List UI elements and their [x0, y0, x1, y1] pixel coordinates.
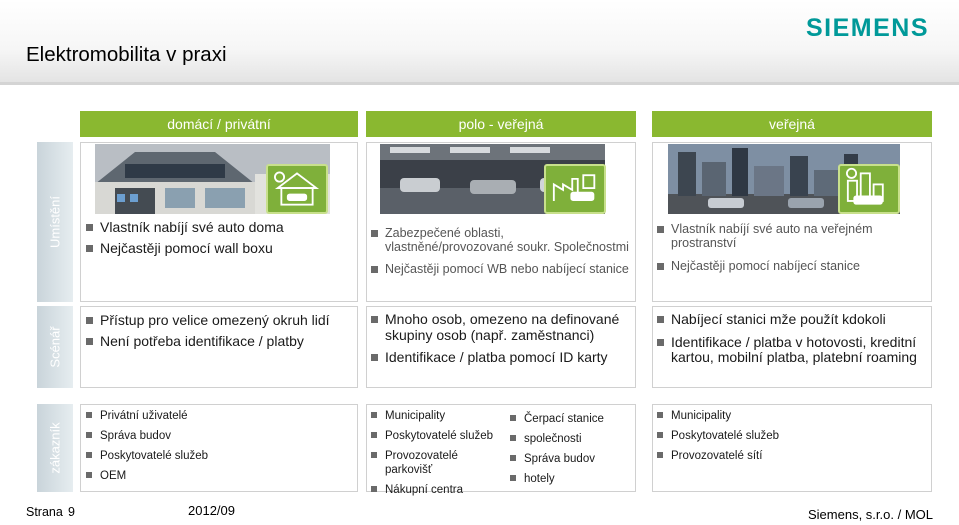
- list-zakaznik-verejna: [657, 409, 929, 463]
- list-item: Nejčastěji pomocí wall boxu: [86, 241, 356, 257]
- list-item: Poskytovatelé služeb: [657, 429, 929, 443]
- list-zakaznik-polo-a: [371, 409, 506, 497]
- footer-page-label: Strana: [26, 505, 63, 519]
- list-item: Municipality: [371, 409, 506, 423]
- list-item: Správa budov: [510, 452, 632, 466]
- house-car-charging-icon: [266, 164, 328, 214]
- list-umisteni-polo: [371, 226, 633, 276]
- list-item: hotely: [510, 472, 632, 486]
- list-item: OEM: [86, 469, 356, 483]
- list-item: Vlastník nabíjí své auto doma: [86, 220, 356, 236]
- list-item: Nabíjecí stanici mže použít kdokoli: [657, 312, 929, 328]
- city-car-charging-icon: [838, 164, 900, 214]
- list-umisteni-domaci: [86, 220, 356, 256]
- list-zakaznik-polo-b: [510, 412, 632, 486]
- list-item: Mnoho osob, omezeno na definované skupiny osob (např. zaměstnanci): [371, 312, 633, 343]
- siemens-logo: SIEMENS: [806, 14, 930, 42]
- list-item: Nejčastěji pomocí nabíjecí stanice: [657, 259, 927, 273]
- footer-date: 2012/09: [188, 503, 235, 518]
- footer-company: Siemens, s.r.o. / MOL: [808, 507, 933, 522]
- list-item: Identifikace / platba v hotovosti, kreditní kartou, mobilní platba, platební roaming: [657, 335, 929, 366]
- list-item: Poskytovatelé služeb: [86, 449, 356, 463]
- list-item: Provozovatelé parkovišť: [371, 449, 506, 477]
- list-item: Municipality: [657, 409, 929, 423]
- list-item: Identifikace / platba pomocí ID karty: [371, 350, 633, 366]
- header-divider: [0, 82, 959, 85]
- list-scenar-verejna: [657, 312, 929, 366]
- column-header-verejna: veřejná: [652, 111, 932, 137]
- factory-car-charging-icon: [544, 164, 606, 214]
- list-item: Vlastník nabíjí své auto na veřejném prostranství: [657, 222, 927, 250]
- list-scenar-polo: [371, 312, 633, 366]
- list-umisteni-verejna: [657, 222, 927, 273]
- list-item: společnosti: [510, 432, 632, 446]
- list-item: Nejčastěji pomocí WB nebo nabíjecí stanice: [371, 262, 633, 276]
- row-label-scenar: Scénář: [37, 306, 73, 388]
- list-item: Správa budov: [86, 429, 356, 443]
- list-item: Nákupní centra: [371, 483, 506, 497]
- list-item: Poskytovatelé služeb: [371, 429, 506, 443]
- row-label-umisteni: Umístění: [37, 142, 73, 302]
- list-zakaznik-domaci: [86, 409, 356, 483]
- list-item: Provozovatelé sítí: [657, 449, 929, 463]
- footer-page-number: 9: [68, 505, 75, 519]
- page-title: Elektromobilita v praxi: [26, 43, 227, 66]
- list-item: Přístup pro velice omezený okruh lidí: [86, 313, 356, 329]
- list-scenar-domaci: [86, 313, 356, 349]
- list-item: Privátní uživatelé: [86, 409, 356, 423]
- list-item: Zabezpečené oblasti, vlastněné/provozované soukr. Společnostmi: [371, 226, 633, 254]
- column-header-polo: polo - veřejná: [366, 111, 636, 137]
- row-label-zakaznik: zákazník: [37, 404, 73, 492]
- column-header-domaci: domácí / privátní: [80, 111, 358, 137]
- list-item: Čerpací stanice: [510, 412, 632, 426]
- list-item: Není potřeba identifikace / platby: [86, 334, 356, 350]
